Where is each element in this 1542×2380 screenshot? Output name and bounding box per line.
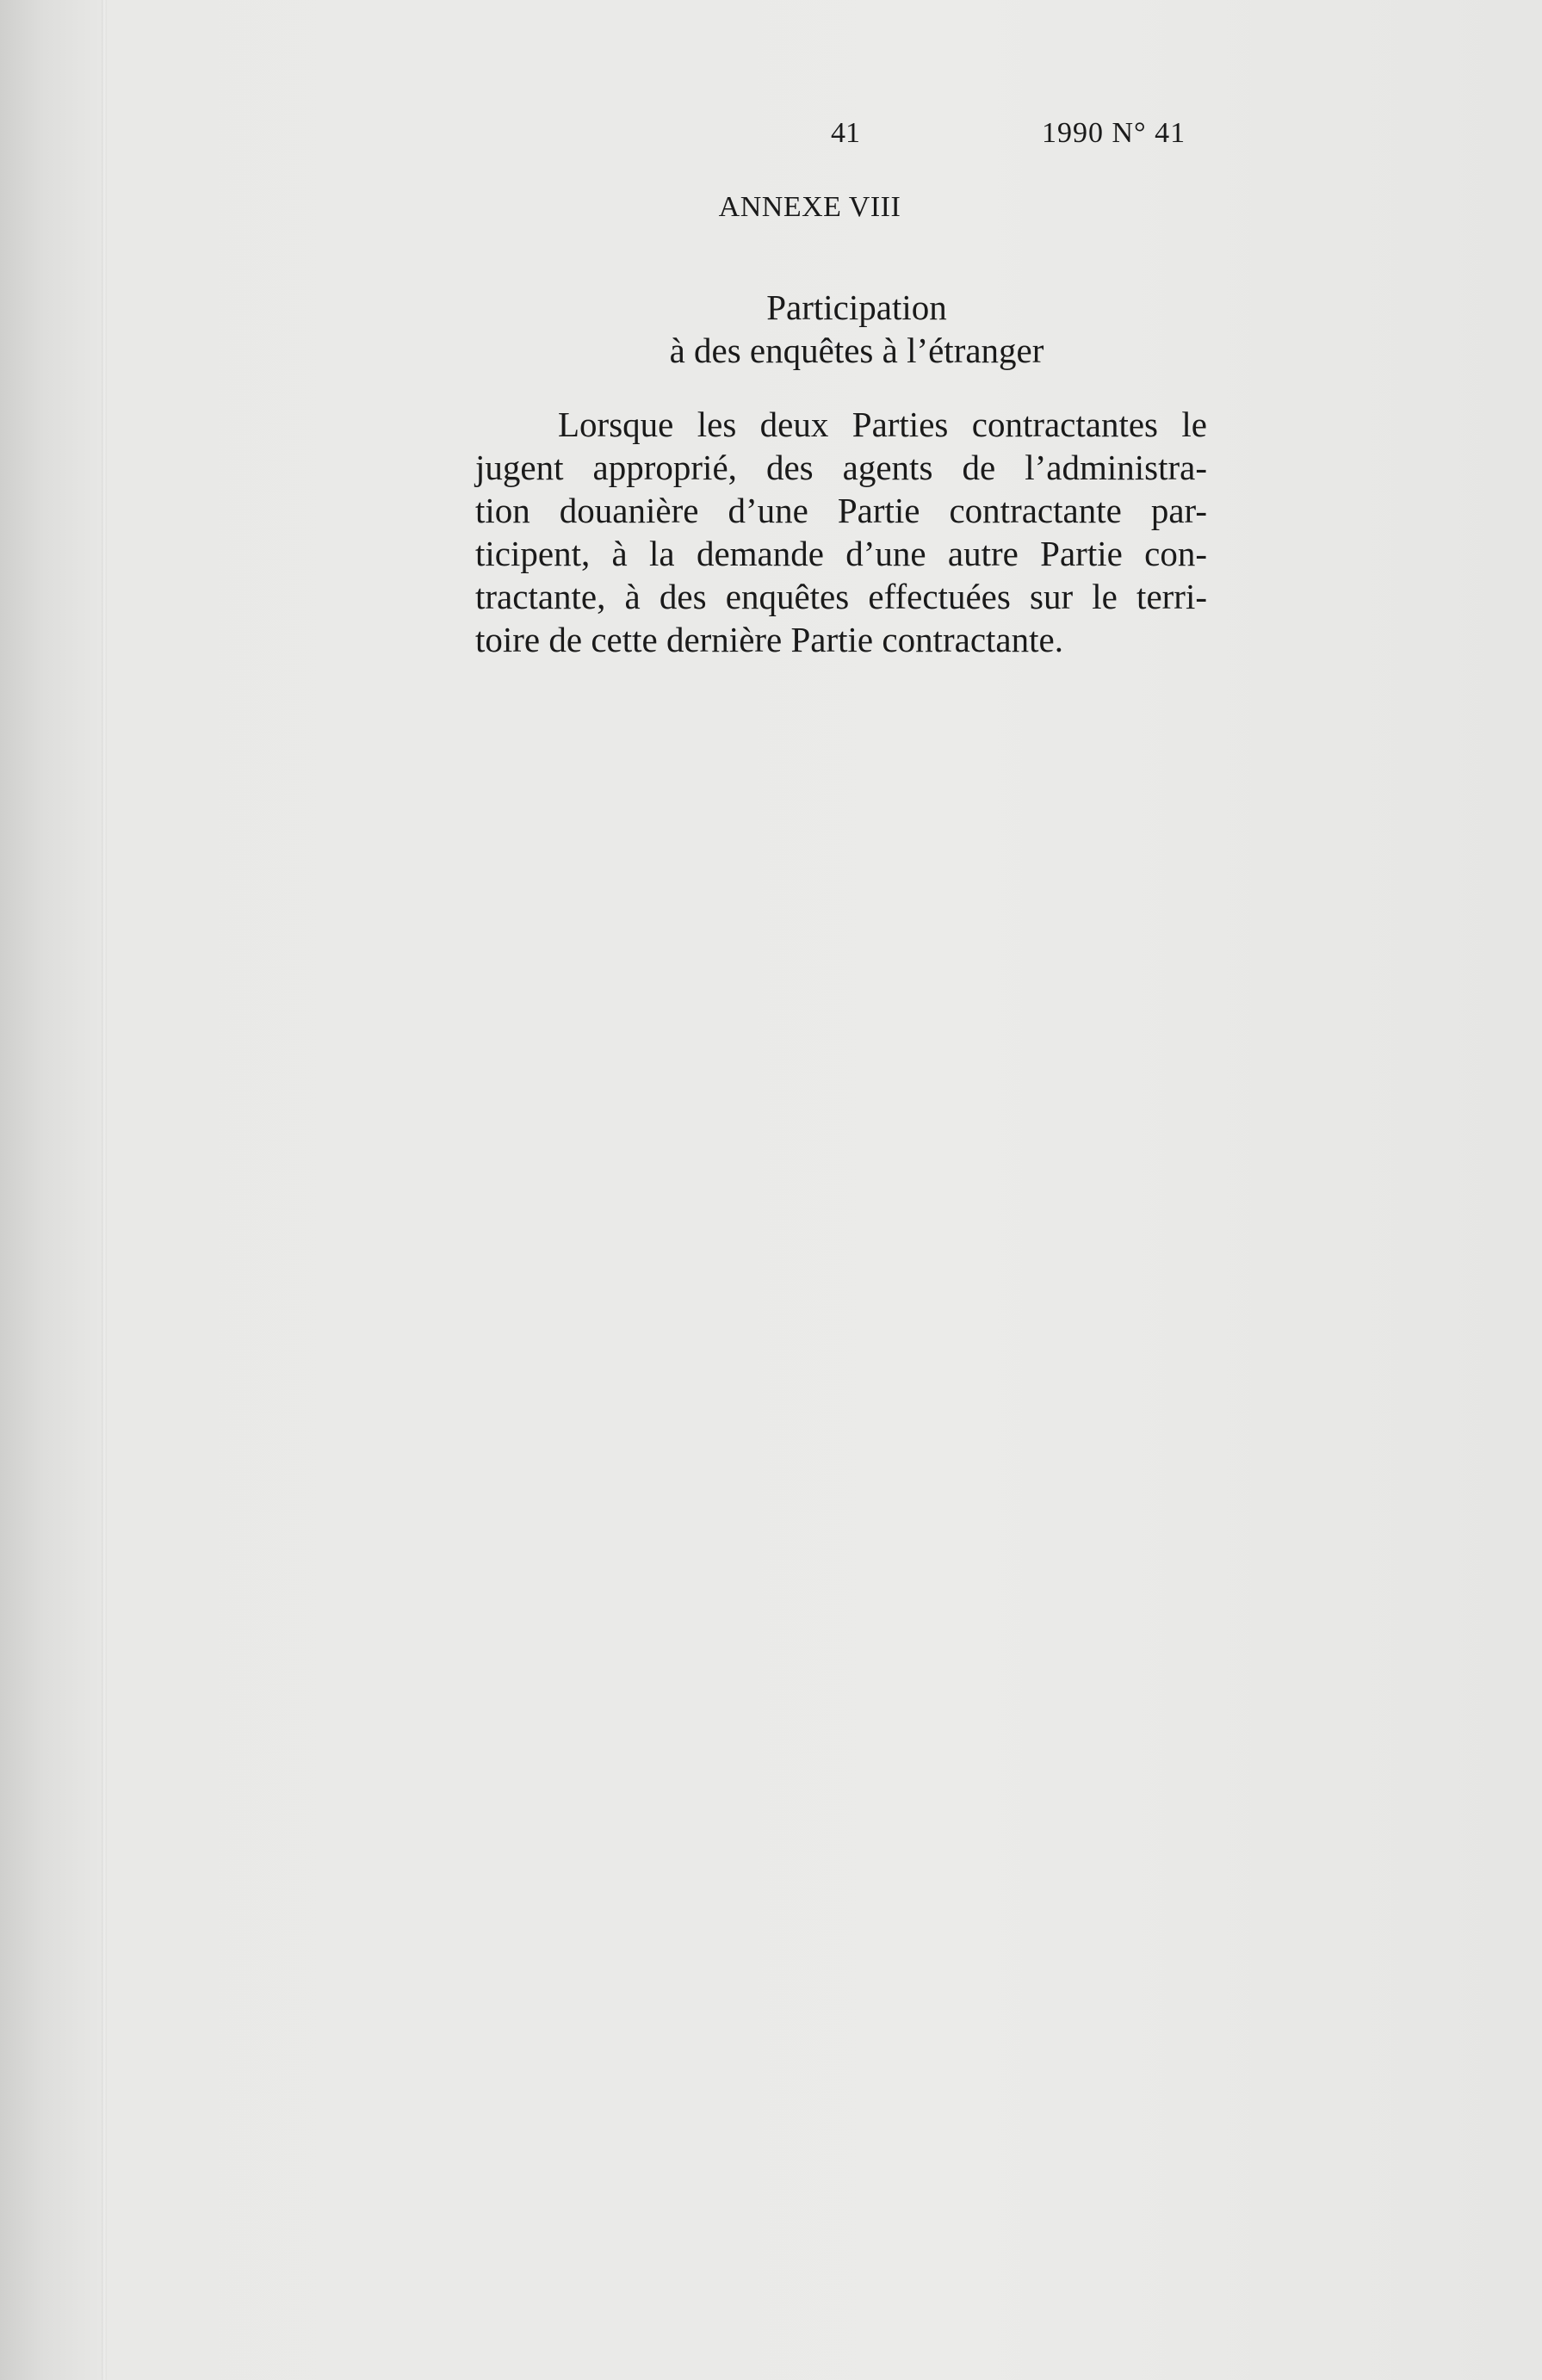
body-line: tion douanière d’une Partie contractante par- xyxy=(475,491,1207,530)
body-line: ticipent, à la demande d’une autre Partie con- xyxy=(475,534,1207,573)
annex-title-text: ANNEXE VIII xyxy=(718,191,901,223)
annex-title xyxy=(0,191,1542,224)
heading-line-2: à des enquêtes à l’étranger xyxy=(669,331,1044,370)
body-line: toire de cette dernière Partie contractante. xyxy=(475,620,1063,659)
left-page-edge xyxy=(0,0,112,2380)
body-line: tractante, à des enquêtes effectuées sur le terri- xyxy=(475,577,1207,616)
body-paragraph xyxy=(475,403,1207,661)
body-line: jugent approprié, des agents de l’administra- xyxy=(475,448,1207,487)
heading-line-1: Participation xyxy=(766,287,947,327)
page-number: 41 xyxy=(831,117,860,149)
document-reference: 1990 N° 41 xyxy=(1042,117,1186,149)
section-heading xyxy=(469,286,1244,372)
body-line: Lorsque les deux Parties contractantes le xyxy=(558,405,1207,444)
